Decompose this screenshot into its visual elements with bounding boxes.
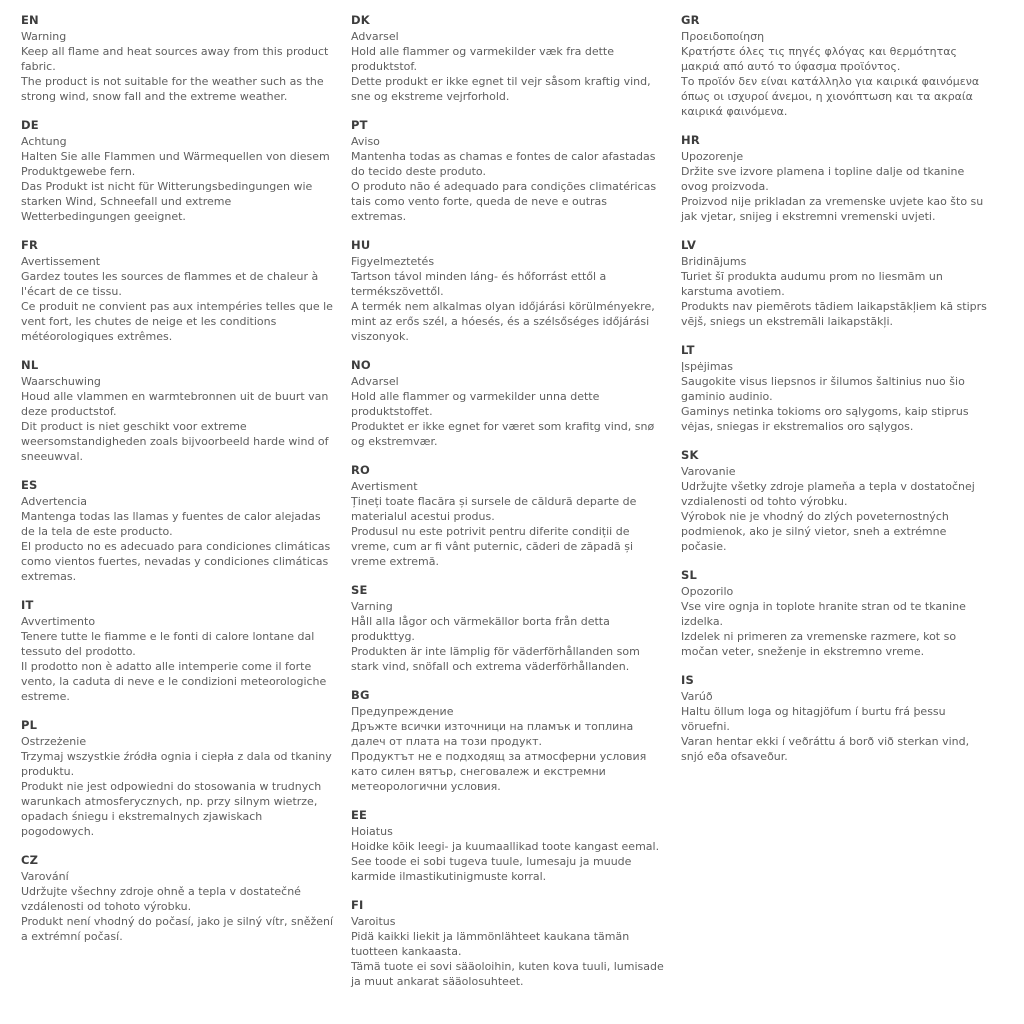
language-code: PL xyxy=(21,718,38,732)
warning-paragraph: Hold alle flammer og varmekilder unna dette produktstoffet. xyxy=(351,390,600,418)
warning-title: Προειδοποίηση xyxy=(681,30,765,43)
warning-paragraph: Saugokite visus liepsnos ir šilumos šaltinius nuo šio gaminio audinio. xyxy=(681,375,965,403)
warning-title: Varning xyxy=(351,600,393,613)
language-entry xyxy=(21,358,334,464)
warning-paragraph: Dette produkt er ikke egnet til vejr såsom kraftig vind, sne og ekstreme vejrforhold. xyxy=(351,75,651,103)
text-column xyxy=(351,13,664,1024)
language-code: EE xyxy=(351,808,368,822)
language-entry xyxy=(681,343,994,434)
warning-title: Предупреждение xyxy=(351,705,454,718)
warning-paragraph: See toode ei sobi tugeva tuule, lumesaju ja muude karmide ilmastikutinigmuste korral. xyxy=(351,855,632,883)
language-code: DK xyxy=(351,13,370,27)
language-entry xyxy=(681,13,994,119)
warning-paragraph: A termék nem alkalmas olyan időjárási körülményekre, mint az erős szél, a hóesés, és a szélsőséges időjárási viszonyok. xyxy=(351,300,655,343)
language-code: FR xyxy=(21,238,39,252)
warning-paragraph: Gaminys netinka tokioms oro sąlygoms, kaip stiprus vėjas, sniegas ir ekstremalios oro sąlygos. xyxy=(681,405,969,433)
language-entry xyxy=(21,853,334,944)
language-code: SK xyxy=(681,448,699,462)
warning-paragraph: Hoidke kõik leegi- ja kuumaallikad toote kangast eemal. xyxy=(351,840,660,853)
warning-paragraph: Το προϊόν δεν είναι κατάλληλο για καιρικά φαινόμενα όπως οι ισχυροί άνεμοι, η χιονόπτωση και τα ακραία καιρικά φαινόμενα. xyxy=(681,75,980,118)
warning-title: Waarschuwing xyxy=(21,375,101,388)
language-code: RO xyxy=(351,463,371,477)
language-entry xyxy=(681,448,994,554)
warning-title: Upozorenje xyxy=(681,150,744,163)
warning-title: Advertencia xyxy=(21,495,88,508)
warning-title: Avertisment xyxy=(351,480,418,493)
language-code: IT xyxy=(21,598,34,612)
warning-paragraph: Vse vire ognja in toplote hranite stran od te tkanine izdelka. xyxy=(681,600,966,628)
warning-title: Varoitus xyxy=(351,915,396,928)
language-entry xyxy=(351,13,664,104)
text-column xyxy=(681,13,994,1024)
warning-paragraph: Trzymaj wszystkie źródła ognia i ciepła z dala od tkaniny produktu. xyxy=(21,750,332,778)
warning-paragraph: Ce produit ne convient pas aux intempéries telles que le vent fort, les chutes de neige et les conditions météorologiques extrêmes. xyxy=(21,300,333,343)
warning-paragraph: Produktet er ikke egnet for været som krafitg vind, snø og ekstremvær. xyxy=(351,420,655,448)
warning-title: Aviso xyxy=(351,135,380,148)
warning-paragraph: O produto não é adequado para condições climatéricas tais como vento forte, queda de neve e outras extremas. xyxy=(351,180,657,223)
warning-paragraph: Produkts nav piemērots tādiem laikapstākļiem kā stiprs vējš, sniegs un ekstremāli laikapstākļi. xyxy=(681,300,987,328)
warning-title: Hoiatus xyxy=(351,825,393,838)
language-code: EN xyxy=(21,13,39,27)
warning-paragraph: Продуктът не е подходящ за атмосферни условия като силен вятър, снеговалеж и екстремни метеорологични условия. xyxy=(351,750,647,793)
warning-paragraph: Pidä kaikki liekit ja lämmönlähteet kaukana tämän tuotteen kankaasta. xyxy=(351,930,630,958)
warning-title: Advarsel xyxy=(351,375,399,388)
language-entry xyxy=(351,238,664,344)
language-entry xyxy=(21,238,334,344)
warning-title: Warning xyxy=(21,30,67,43)
warning-paragraph: Produkten är inte lämplig för väderförhållanden som stark vind, snöfall och extrema väderförhållanden. xyxy=(351,645,640,673)
language-code: FI xyxy=(351,898,364,912)
warning-paragraph: Håll alla lågor och värmekällor borta från detta produkttyg. xyxy=(351,615,610,643)
warning-title: Ostrzeżenie xyxy=(21,735,87,748)
warning-paragraph: Il prodotto non è adatto alle intemperie come il forte vento, la caduta di neve e le condizioni meteorologiche estreme. xyxy=(21,660,327,703)
language-entry xyxy=(21,598,334,704)
warning-paragraph: Varan hentar ekki í veðráttu á borð við sterkan vind, snjó eða ofsaveður. xyxy=(681,735,970,763)
warning-title: Bridinājums xyxy=(681,255,747,268)
warning-paragraph: Tenere tutte le fiamme e le fonti di calore lontane dal tessuto del prodotto. xyxy=(21,630,315,658)
warning-paragraph: Dit product is niet geschikt voor extreme weersomstandigheden zoals bijvoorbeeld harde wind of sneeuwval. xyxy=(21,420,329,463)
language-code: NO xyxy=(351,358,371,372)
warning-paragraph: Haltu öllum loga og hitagjöfum í burtu frá þessu vöruefni. xyxy=(681,705,946,733)
language-code: HU xyxy=(351,238,371,252)
warning-paragraph: Gardez toutes les sources de flammes et de chaleur à l'écart de ce tissu. xyxy=(21,270,319,298)
warning-paragraph: Houd alle vlammen en warmtebronnen uit de buurt van deze productstof. xyxy=(21,390,329,418)
language-entry xyxy=(681,133,994,224)
language-code: CZ xyxy=(21,853,39,867)
warning-title: Varovanie xyxy=(681,465,736,478)
warning-title: Avvertimento xyxy=(21,615,96,628)
warning-paragraph: Produkt nie jest odpowiedni do stosowania w trudnych warunkach atmosferycznych, np. przy silnym wietrze, opadach śniegu i ekstremalnych zjawiskach pogodowych. xyxy=(21,780,322,838)
warning-paragraph: Țineți toate flacăra și sursele de căldură departe de materialul acestui produs. xyxy=(351,495,637,523)
warning-paragraph: Turiet šī produkta audumu prom no liesmām un karstuma avotiem. xyxy=(681,270,943,298)
language-entry xyxy=(351,358,664,449)
warning-paragraph: Držite sve izvore plamena i topline dalje od tkanine ovog proizvoda. xyxy=(681,165,965,193)
language-code: DE xyxy=(21,118,39,132)
warning-paragraph: Hold alle flammer og varmekilder væk fra dette produktstof. xyxy=(351,45,615,73)
language-entry xyxy=(21,13,334,104)
warning-paragraph: Tämä tuote ei sovi sääoloihin, kuten kova tuuli, lumisade ja muut ankarat sääolosuhteet. xyxy=(351,960,664,988)
language-code: PT xyxy=(351,118,368,132)
language-entry xyxy=(351,118,664,224)
language-entry xyxy=(21,118,334,224)
warning-paragraph: Keep all flame and heat sources away from this product fabric. xyxy=(21,45,329,73)
language-code: SE xyxy=(351,583,368,597)
language-code: ES xyxy=(21,478,38,492)
warning-paragraph: Izdelek ni primeren za vremenske razmere, kot so močan veter, sneženje in ekstremno vreme. xyxy=(681,630,957,658)
language-code: HR xyxy=(681,133,700,147)
language-entry xyxy=(351,583,664,674)
warning-paragraph: The product is not suitable for the weather such as the strong wind, snow fall and the extreme weather. xyxy=(21,75,324,103)
language-entry xyxy=(681,673,994,764)
warning-title: Įspėjimas xyxy=(681,360,734,373)
language-code: LV xyxy=(681,238,697,252)
language-entry xyxy=(351,808,664,884)
warning-title: Varování xyxy=(21,870,69,883)
warning-paragraph: Produkt není vhodný do počasí, jako je silný vítr, sněžení a extrémní počasí. xyxy=(21,915,334,943)
text-column xyxy=(21,13,334,1024)
warning-paragraph: Udržujte všechny zdroje ohně a tepla v dostatečné vzdálenosti od tohoto výrobku. xyxy=(21,885,301,913)
warning-title: Opozorilo xyxy=(681,585,734,598)
language-entry xyxy=(681,568,994,659)
language-entry xyxy=(21,718,334,839)
warning-paragraph: Halten Sie alle Flammen und Wärmequellen von diesem Produktgewebe fern. xyxy=(21,150,330,178)
language-entry xyxy=(681,238,994,329)
language-code: IS xyxy=(681,673,694,687)
warning-paragraph: Κρατήστε όλες τις πηγές φλόγας και θερμότητας μακριά από αυτό το ύφασμα προϊόντος. xyxy=(681,45,957,73)
language-entry xyxy=(351,898,664,989)
warning-paragraph: Udržujte všetky zdroje plameňa a tepla v dostatočnej vzdialenosti od tohto výrobku. xyxy=(681,480,975,508)
language-entry xyxy=(21,478,334,584)
language-code: BG xyxy=(351,688,370,702)
warning-title: Advarsel xyxy=(351,30,399,43)
warning-paragraph: Výrobok nie je vhodný do zlých poveternostných podmienok, ako je silný vietor, sneh a extrémne počasie. xyxy=(681,510,949,553)
warning-paragraph: Mantenga todas las llamas y fuentes de calor alejadas de la tela de este producto. xyxy=(21,510,321,538)
language-entry xyxy=(351,688,664,794)
warning-title: Achtung xyxy=(21,135,67,148)
language-code: GR xyxy=(681,13,700,27)
warning-paragraph: Produsul nu este potrivit pentru diferite condiții de vreme, cum ar fi vânt puternic, căderi de zăpadă și vreme extremă. xyxy=(351,525,634,568)
warning-paragraph: Das Produkt ist nicht für Witterungsbedingungen wie starken Wind, Schneefall und extreme Wetterbedingungen geeignet. xyxy=(21,180,313,223)
warning-paragraph: Tartson távol minden láng- és hőforrást ettől a termékszövettől. xyxy=(351,270,607,298)
warning-paragraph: Дръжте всички източници на пламък и топлина далеч от плата на този продукт. xyxy=(351,720,634,748)
warning-paragraph: Proizvod nije prikladan za vremenske uvjete kao što su jak vjetar, snijeg i ekstremni vremenski uvjeti. xyxy=(681,195,984,223)
warning-title: Figyelmeztetés xyxy=(351,255,435,268)
language-entry xyxy=(351,463,664,569)
warning-title: Avertissement xyxy=(21,255,101,268)
warning-paragraph: Mantenha todas as chamas e fontes de calor afastadas do tecido deste produto. xyxy=(351,150,656,178)
warning-title: Varúð xyxy=(681,690,713,703)
language-code: NL xyxy=(21,358,39,372)
warning-paragraph: El producto no es adecuado para condiciones climáticas como vientos fuertes, nevadas y condiciones climáticas extremas. xyxy=(21,540,331,583)
language-code: LT xyxy=(681,343,695,357)
language-code: SL xyxy=(681,568,698,582)
